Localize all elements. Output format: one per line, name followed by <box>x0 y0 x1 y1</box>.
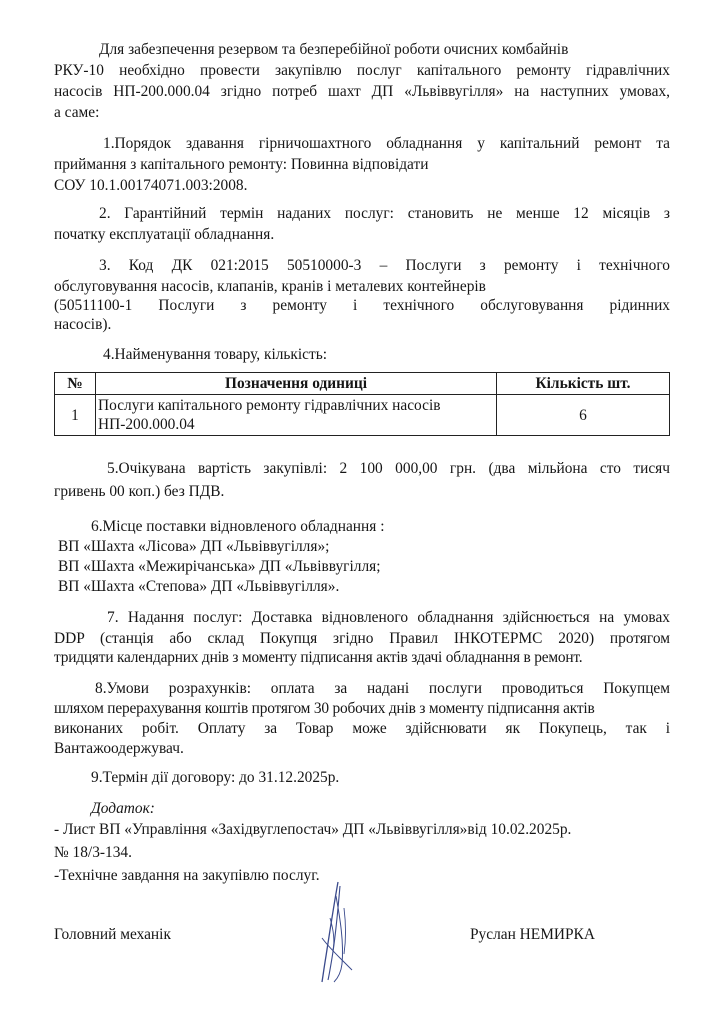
attachment-line-1: - Лист ВП «Управління «Західвуглепостач» ДП «Львіввугілля»від 10.02.2025р. <box>54 821 572 838</box>
attachment-line-2: № 18/3-134. <box>54 844 132 861</box>
item5-line-1: 5.Очікувана вартість закупівлі: 2 100 000,00 грн. (два мільйона сто тисяч <box>107 460 670 477</box>
item3-line-3: (50511100-1 Послуги з ремонту і технічного обслуговування рідинних <box>54 297 670 314</box>
signatory-position: Головний механік <box>54 926 171 943</box>
item5-line-2: гривень 00 коп.) без ПДВ. <box>54 483 225 500</box>
attachment-title: Додаток: <box>91 800 155 817</box>
intro-line-1: Для забезпечення резервом та безперебійної роботи очисних комбайнів <box>99 41 569 58</box>
cell-num: 1 <box>55 395 96 436</box>
item8-line-3: виконаних робіт. Оплату за Товар може здійснювати як Покупець, так і <box>54 720 670 737</box>
item8-line-2: шляхом перерахування коштів протягом 30 робочих днів з моменту підписання актів <box>54 700 595 717</box>
handwritten-signature-icon <box>300 878 370 988</box>
intro-line-2: РКУ-10 необхідно провести закупівлю послуг капітального ремонту гідравлічних <box>54 62 670 79</box>
item2-line-2: початку експлуатації обладнання. <box>54 226 275 243</box>
goods-table <box>54 372 670 436</box>
intro-line-4: а саме: <box>54 104 100 121</box>
item6-line-3: ВП «Шахта «Межирічанська» ДП «Львіввугілля; <box>58 558 381 575</box>
cell-name <box>96 395 497 436</box>
item1-line-2: приймання з капітального ремонту: Повинна відповідати <box>54 156 429 173</box>
item2-line-1: 2. Гарантійний термін наданих послуг: становить не менше 12 місяців з <box>99 205 670 222</box>
cell-qty: 6 <box>497 395 670 436</box>
item6-line-2: ВП «Шахта «Лісова» ДП «Львіввугілля»; <box>58 538 330 555</box>
intro-line-3: насосів НП-200.000.04 згідно потреб шахт ДП «Львіввугілля» на наступних умовах, <box>54 83 670 100</box>
table-header-row <box>55 373 670 395</box>
item8-line-4: Вантажоодержувач. <box>54 740 184 757</box>
cell-name-line-2: НП-200.000.04 <box>98 416 195 433</box>
cell-name-line-1: Послуги капітального ремонту гідравлічних насосів <box>98 397 441 414</box>
attachment-line-3: -Технічне завдання на закупівлю послуг. <box>54 867 320 884</box>
item1-line-3: СОУ 10.1.00174071.003:2008. <box>54 177 248 194</box>
header-qty: Кількість шт. <box>497 373 670 395</box>
signatory-name: Руслан НЕМИРКА <box>470 926 595 943</box>
item6-line-1: 6.Місце поставки відновленого обладнання : <box>91 518 385 535</box>
item9-line-1: 9.Термін дії договору: до 31.12.2025р. <box>91 769 340 786</box>
item6-line-4: ВП «Шахта «Степова» ДП «Львіввугілля». <box>58 578 340 595</box>
item3-line-1: 3. Код ДК 021:2015 50510000-3 – Послуги з ремонту і технічного <box>99 257 670 274</box>
item7-line-1: 7. Надання послуг: Доставка відновленого обладнання здійснюється на умовах <box>107 609 670 626</box>
header-num: № <box>55 373 96 395</box>
item7-line-2: DDP (станція або склад Покупця згідно Правил ІНКОТЕРМС 2020) протягом <box>54 630 670 647</box>
item3-line-4: насосів). <box>54 316 112 333</box>
header-name: Позначення одиниці <box>96 373 497 395</box>
item3-line-2: обслуговування насосів, клапанів, кранів і металевих контейнерів <box>54 278 486 295</box>
table-row <box>55 395 670 436</box>
item1-line-1: 1.Порядок здавання гірничошахтного обладнання у капітальний ремонт та <box>103 135 670 152</box>
item8-line-1: 8.Умови розрахунків: оплата за надані послуги проводиться Покупцем <box>95 680 670 697</box>
item7-line-3: тридцяти календарних днів з моменту підписання актів здачі обладнання в ремонт. <box>54 649 583 666</box>
item4-line-1: 4.Найменування товару, кількість: <box>103 346 328 363</box>
